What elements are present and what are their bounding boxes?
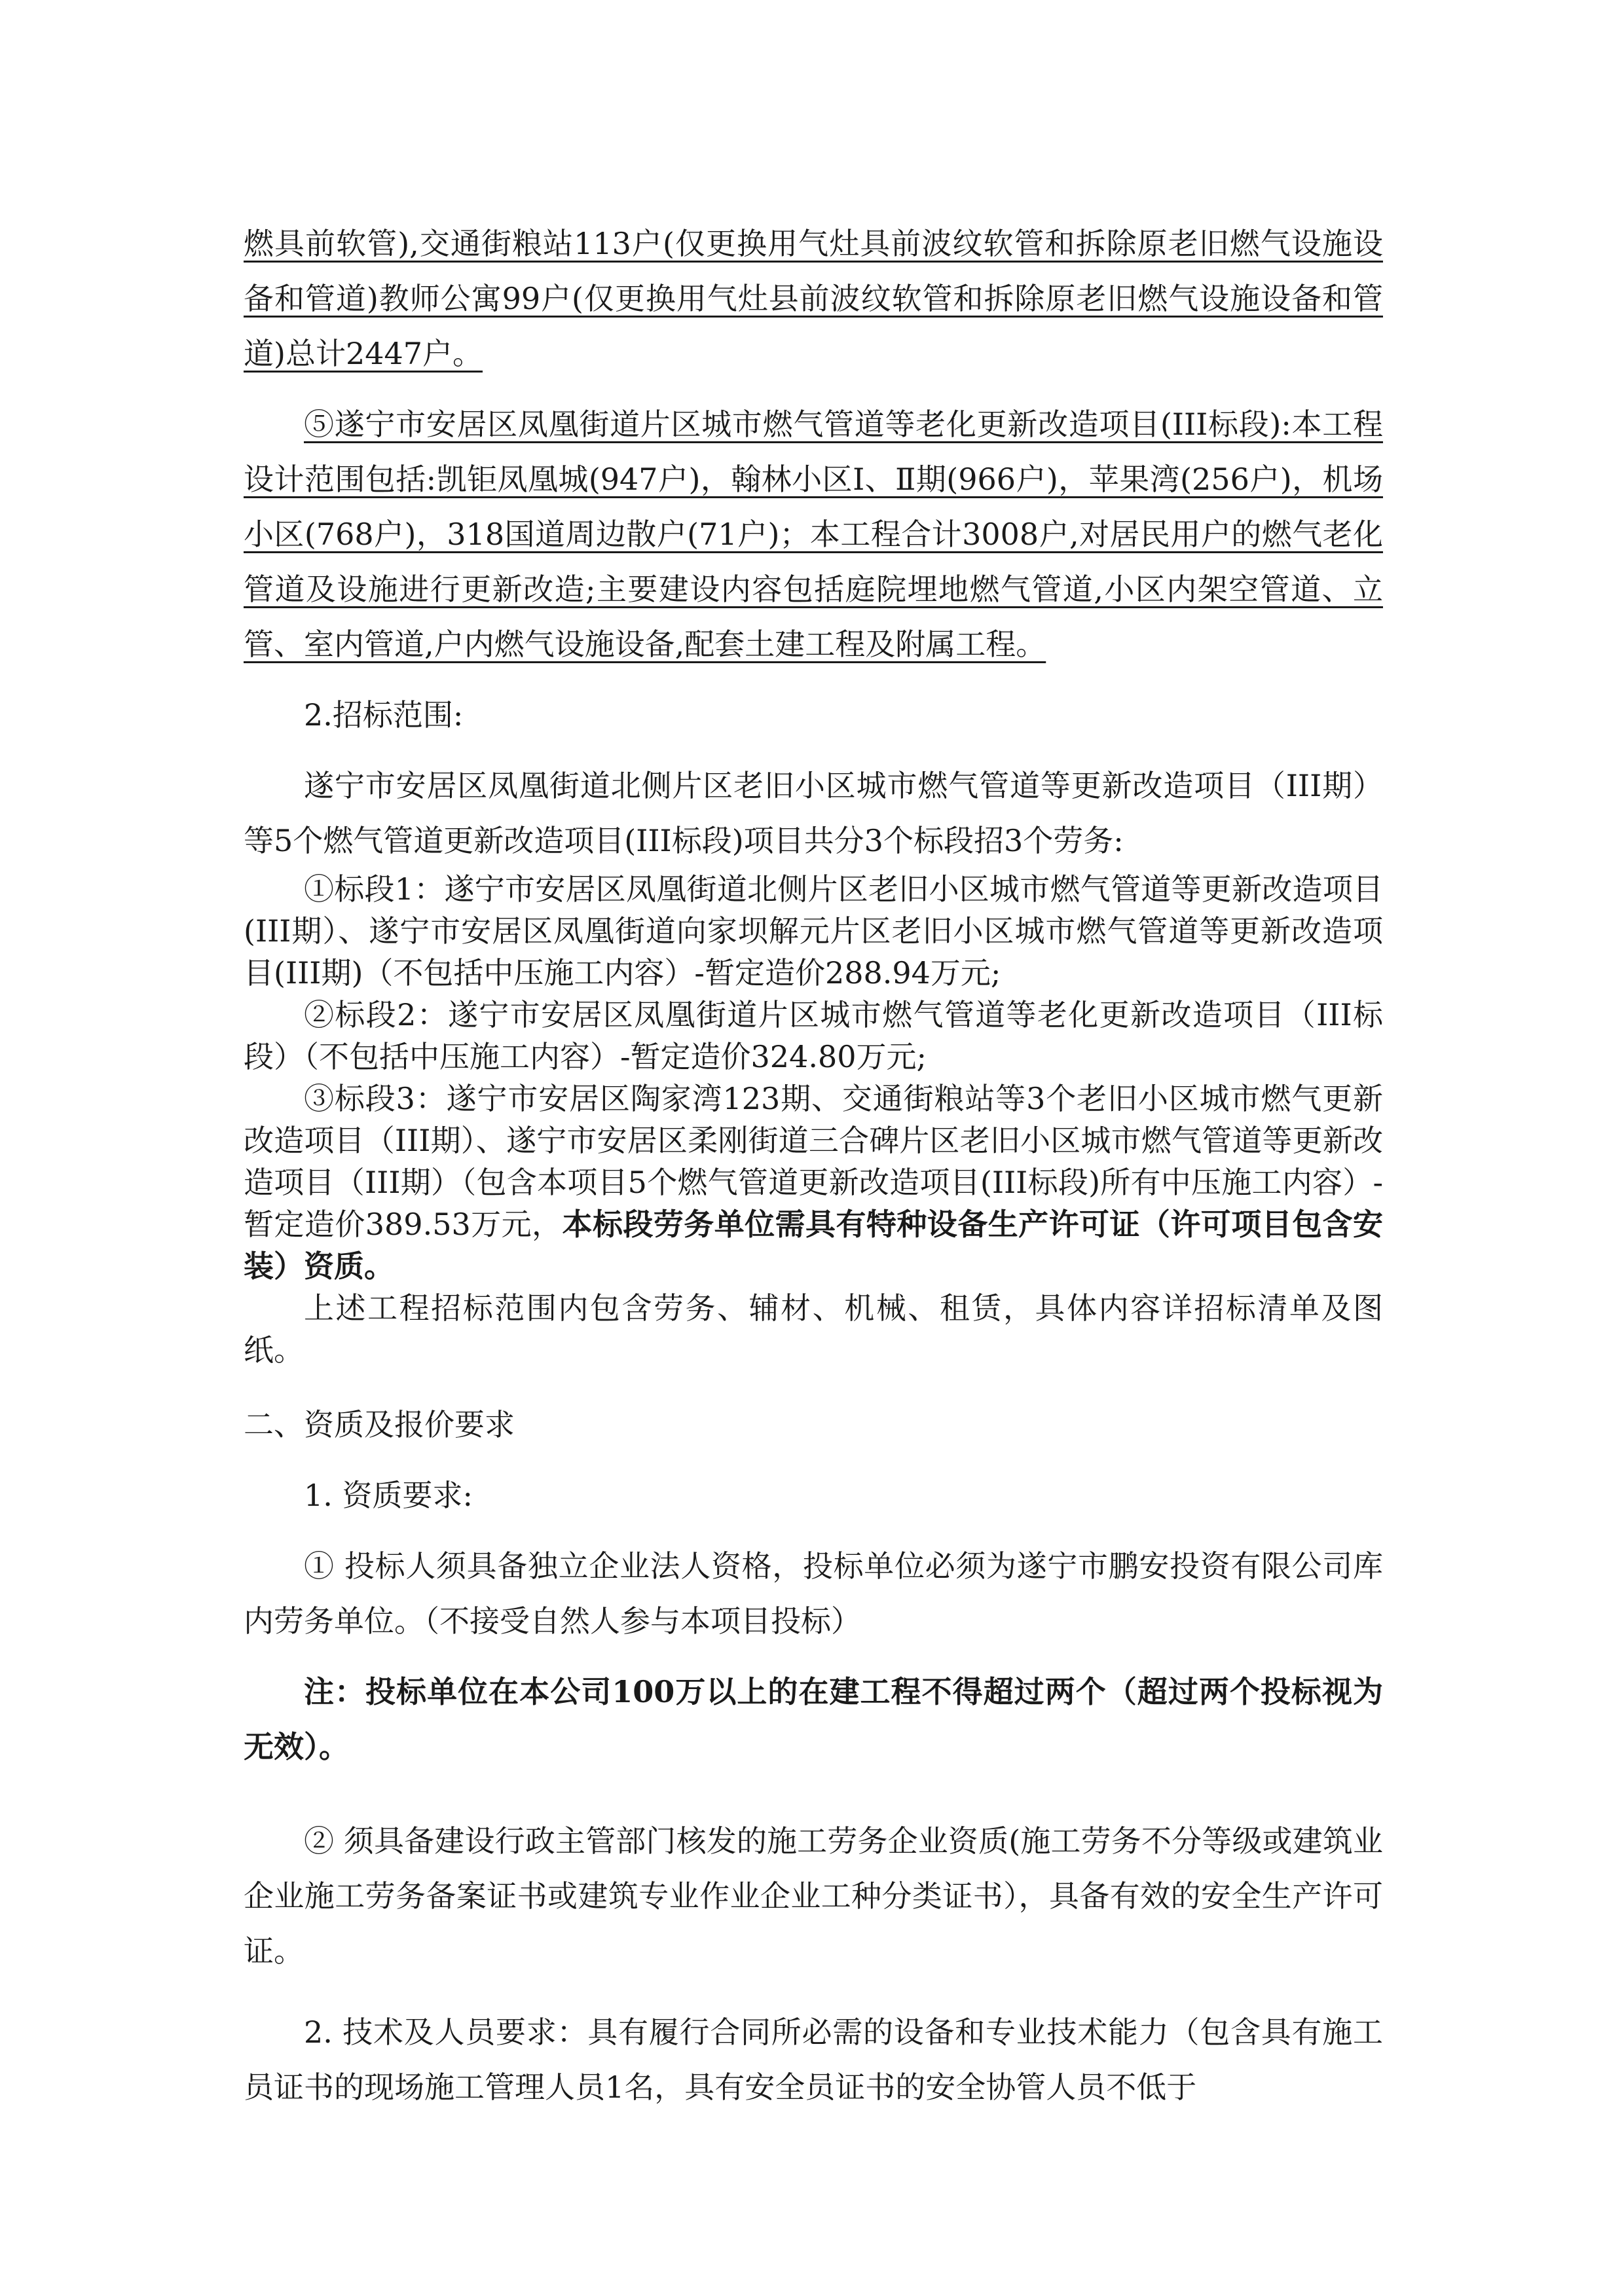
paragraph-technical-requirements: 2. 技术及人员要求：具有履行合同所必需的设备和专业技术能力（包含具有施工员证书的现场施工管理人员1名，具有安全员证书的安全协管人员不低于 bbox=[244, 2014, 1383, 2105]
section-heading-bid-scope: 2.招标范围: bbox=[304, 697, 464, 733]
lot-3-requirement: 本标段劳务单位需具有特种设备生产许可证（许可项目包含安装）资质。 bbox=[244, 1207, 1383, 1284]
paragraph-bid-scope-contents: 上述工程招标范围内包含劳务、辅材、机械、租赁，具体内容详招标清单及图纸。 bbox=[244, 1290, 1383, 1368]
paragraph-requirement-2: ② 须具备建设行政主管部门核发的施工劳务企业资质(施工劳务不分等级或建筑业企业施工劳务备案证书或建筑专业作业企业工种分类证书），具备有效的安全生产许可证。 bbox=[244, 1823, 1383, 1969]
paragraph-lot-2: ②标段2：遂宁市安居区凤凰街道片区城市燃气管道等老化更新改造项目（III标段）（不包括中压施工内容）-暂定造价324.80万元; bbox=[244, 997, 1383, 1074]
paragraph-lot-1: ①标段1：遂宁市安居区凤凰街道北侧片区老旧小区城市燃气管道等更新改造项目(III期）、遂宁市安居区凤凰街道向家坝解元片区老旧小区城市燃气管道等更新改造项目(III期)（不包括中压施工内容）-暂定造价288.94万元; bbox=[244, 871, 1383, 991]
subheading-qualification-requirements: 1. 资质要求: bbox=[304, 1478, 473, 1513]
lot-3-text: ③标段3：遂宁市安居区陶家湾123期、交通街粮站等3个老旧小区城市燃气更新改造项目（III期）、遂宁市安居区柔刚街道三合碑片区老旧小区城市燃气管道等更新改造项目（III期）（包含本项目5个燃气管道更新改造项目(III标段)所有中压施工内容）-暂定造价389.53万元， bbox=[244, 1081, 1383, 1242]
section-heading-qualification: 二、资质及报价要求 bbox=[244, 1407, 515, 1442]
paragraph-requirement-1: ① 投标人须具备独立企业法人资格，投标单位必须为遂宁市鹏安投资有限公司库内劳务单位。（不接受自然人参与本项目投标） bbox=[244, 1548, 1383, 1639]
document-page bbox=[244, 216, 1383, 2115]
paragraph-project-5-scope: ⑤遂宁市安居区凤凰街道片区城市燃气管道等老化更新改造项目(III标段):本工程设计范围包括:凯钜凤凰城(947户)，翰林小区Ⅰ、Ⅱ期(966户)，苹果湾(256户)，机场小区(768户)，318国道周边散户(71户)；本工程合计3008户,对居民用户的燃气老化管道及设施进行更新改造;主要建设内容包括庭院埋地燃气管道,小区内架空管道、立管、室内管道,户内燃气设施设备,配套土建工程及附属工程。 bbox=[244, 407, 1383, 662]
paragraph-bid-scope-intro: 遂宁市安居区凤凰街道北侧片区老旧小区城市燃气管道等更新改造项目（III期）等5个燃气管道更新改造项目(III标段)项目共分3个标段招3个劳务: bbox=[244, 768, 1383, 858]
paragraph-note: 注：投标单位在本公司100万以上的在建工程不得超过两个（超过两个投标视为无效）。 bbox=[244, 1674, 1383, 1764]
paragraph-lot-3 bbox=[244, 1078, 1383, 1287]
paragraph-residents-summary: 燃具前软管),交通街粮站113户(仅更换用气灶具前波纹软管和拆除原老旧燃气设施设备和管道)教师公寓99户(仅更换用气灶县前波纹软管和拆除原老旧燃气设施设备和管道)总计2447户。 bbox=[244, 226, 1383, 371]
